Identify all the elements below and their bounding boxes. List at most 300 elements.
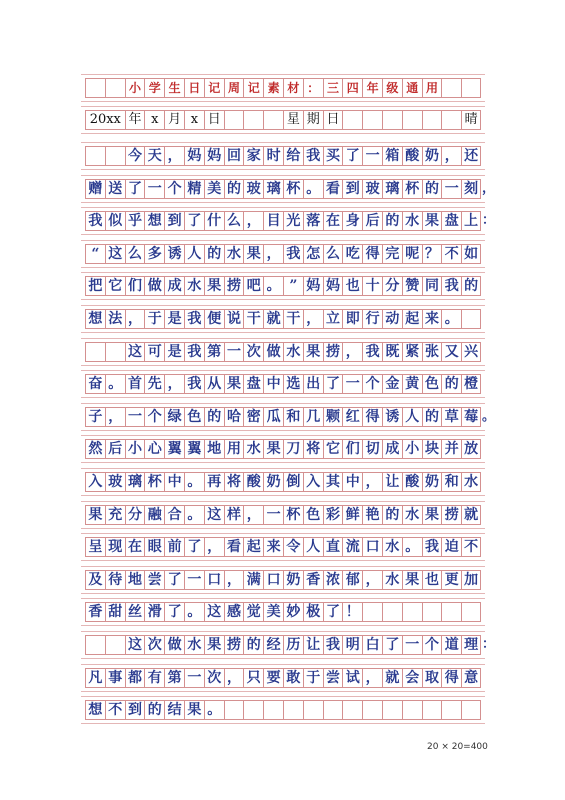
grid-cell-year: 20xx	[85, 111, 125, 129]
grid-cell: 呈	[85, 538, 105, 556]
grid-cell	[441, 701, 461, 719]
grid-cell: 材	[283, 79, 303, 97]
grid-cell: 酸	[402, 473, 422, 491]
grid-cell: 一	[184, 571, 204, 589]
grid-cell: 明	[342, 636, 362, 654]
grid-cell: x	[184, 111, 204, 129]
grid-cell: 我	[283, 245, 303, 263]
grid-cell: ，	[243, 212, 263, 230]
grid-cell: 年	[362, 79, 382, 97]
overflow-char: 。	[482, 408, 496, 424]
grid-cell: “	[85, 245, 105, 263]
grid-cell: 精	[184, 180, 204, 198]
grid-cell: 郁	[342, 571, 362, 589]
grid-cell: 奶	[422, 147, 442, 165]
grid-cell: 的	[461, 277, 481, 295]
grid-cell	[441, 603, 461, 621]
grid-cell: 了	[323, 375, 343, 393]
text-line	[85, 635, 496, 655]
grid-cell: 再	[204, 473, 224, 491]
grid-cell: 水	[283, 343, 303, 361]
grid-cell: 盘	[441, 212, 461, 230]
grid-cell: 绿	[164, 408, 184, 426]
grid-cell: 家	[243, 147, 263, 165]
grid-cell: 果	[422, 212, 442, 230]
grid-cell	[85, 636, 105, 654]
grid-cell: 一	[224, 343, 244, 361]
grid-cell: ：	[303, 79, 323, 97]
grid-total: 20 × 20=400	[427, 742, 488, 752]
grid-cell	[402, 603, 422, 621]
grid-cell: ？	[422, 245, 442, 263]
grid-cell: 身	[342, 212, 362, 230]
grid-cell: 。	[303, 180, 323, 198]
grid-cell	[422, 603, 442, 621]
grid-cell: 它	[105, 277, 125, 295]
grid-cell: 。	[184, 603, 204, 621]
grid-cell: 的	[422, 180, 442, 198]
grid-cell: 第	[204, 343, 224, 361]
grid-cell: 样	[224, 506, 244, 524]
grid-cell: 现	[105, 538, 125, 556]
grid-cell: 让	[303, 636, 323, 654]
grid-cell: ，	[243, 506, 263, 524]
grid-cell: 吧	[243, 277, 263, 295]
grid-cell: 行	[362, 310, 382, 328]
text-line	[85, 668, 481, 688]
grid-cell: 想	[144, 212, 164, 230]
grid-cell: 分	[125, 506, 145, 524]
grid-cell: 们	[342, 440, 362, 458]
grid-cell: 到	[164, 212, 184, 230]
grid-cell: 晴	[461, 111, 481, 129]
grid-cell: 日	[184, 79, 204, 97]
grid-cell: 就	[382, 669, 402, 687]
grid-cell: 尝	[323, 669, 343, 687]
grid-cell: 将	[224, 473, 244, 491]
grid-cell: 水	[461, 473, 481, 491]
grid-cell: 来	[422, 310, 442, 328]
grid-cell: 白	[362, 636, 382, 654]
grid-cell: 然	[85, 440, 105, 458]
grid-cell: 刀	[283, 440, 303, 458]
grid-cell: 。	[184, 506, 204, 524]
grid-cell: 。	[204, 701, 224, 719]
grid-cell: 果	[402, 571, 422, 589]
grid-cell: 四	[342, 79, 362, 97]
grid-cell	[461, 603, 481, 621]
grid-cell: 可	[144, 343, 164, 361]
grid-cell: 给	[283, 147, 303, 165]
grid-cell: 地	[204, 440, 224, 458]
grid-cell: 翼	[184, 440, 204, 458]
grid-cell	[105, 343, 125, 361]
grid-cell	[85, 79, 105, 97]
grid-cell: 历	[283, 636, 303, 654]
grid-cell: 不	[461, 538, 481, 556]
grid-cell: ，	[164, 375, 184, 393]
grid-cell: 感	[224, 603, 244, 621]
grid-cell: 敢	[283, 669, 303, 687]
grid-cell: 酸	[243, 473, 263, 491]
grid-cell	[263, 111, 283, 129]
grid-cell: 得	[441, 669, 461, 687]
grid-cell: 先	[144, 375, 164, 393]
grid-cell: 生	[164, 79, 184, 97]
grid-cell: 美	[263, 603, 283, 621]
grid-cell: 刻	[461, 180, 481, 198]
grid-cell: ，	[204, 538, 224, 556]
grid-cell: 将	[303, 440, 323, 458]
grid-cell: 水	[224, 245, 244, 263]
grid-cell: ，	[224, 669, 244, 687]
grid-cell: 只	[243, 669, 263, 687]
grid-cell: 奶	[422, 473, 442, 491]
grid-cell: 切	[362, 440, 382, 458]
grid-cell: 翼	[164, 440, 184, 458]
grid-cell: 颗	[323, 408, 343, 426]
grid-cell: 口	[362, 538, 382, 556]
text-line	[85, 342, 481, 362]
grid-cell: 呢	[402, 245, 422, 263]
grid-cell: ，	[362, 669, 382, 687]
grid-cell: 回	[224, 147, 244, 165]
grid-cell: 说	[224, 310, 244, 328]
grid-cell: 妈	[184, 147, 204, 165]
grid-cell: 黄	[402, 375, 422, 393]
grid-cell: 得	[362, 245, 382, 263]
grid-cell: 们	[125, 277, 145, 295]
grid-cell: 心	[144, 440, 164, 458]
grid-cell: 日	[323, 111, 343, 129]
grid-cell: 天	[144, 147, 164, 165]
grid-cell: 口	[204, 571, 224, 589]
grid-cell: 星	[283, 111, 303, 129]
grid-cell: 个	[144, 408, 164, 426]
grid-cell: 个	[422, 636, 442, 654]
grid-cell: 来	[263, 538, 283, 556]
grid-cell: 香	[303, 571, 323, 589]
grid-cell: 极	[303, 603, 323, 621]
grid-cell: 时	[263, 147, 283, 165]
grid-cell: 果	[422, 506, 442, 524]
grid-cell: 它	[323, 440, 343, 458]
grid-cell: 妙	[283, 603, 303, 621]
grid-cell: 融	[144, 506, 164, 524]
date-row	[85, 110, 481, 130]
grid-cell: 水	[402, 506, 422, 524]
grid-cell: 我	[441, 277, 461, 295]
grid-cell: 妈	[303, 277, 323, 295]
grid-cell: 倒	[283, 473, 303, 491]
grid-cell: 了	[184, 538, 204, 556]
grid-cell: 月	[164, 111, 184, 129]
grid-cell: 我	[422, 538, 442, 556]
grid-cell	[422, 111, 442, 129]
grid-cell: 吃	[342, 245, 362, 263]
text-line	[85, 472, 481, 492]
grid-cell	[303, 701, 323, 719]
grid-cell	[382, 701, 402, 719]
grid-cell: 及	[85, 571, 105, 589]
grid-cell: 哈	[224, 408, 244, 426]
grid-cell: 于	[303, 669, 323, 687]
grid-cell: 玻	[243, 180, 263, 198]
grid-cell: 合	[164, 506, 184, 524]
grid-cell: 用	[422, 79, 442, 97]
grid-cell: 素	[263, 79, 283, 97]
grid-cell: 试	[342, 669, 362, 687]
grid-cell	[243, 111, 263, 129]
grid-cell: 果	[184, 701, 204, 719]
grid-cell: ”	[283, 277, 303, 295]
grid-cell: 色	[422, 375, 442, 393]
grid-cell: 尝	[144, 571, 164, 589]
text-line	[85, 244, 481, 264]
grid-cell: ，	[263, 245, 283, 263]
grid-cell: 入	[85, 473, 105, 491]
grid-cell: 人	[184, 245, 204, 263]
title-row	[85, 78, 481, 98]
grid-cell	[105, 147, 125, 165]
grid-cell: 经	[263, 636, 283, 654]
grid-cell: 甜	[105, 603, 125, 621]
grid-cell: 第	[164, 669, 184, 687]
grid-cell: 人	[303, 538, 323, 556]
grid-cell: 果	[224, 375, 244, 393]
grid-cell: 买	[323, 147, 343, 165]
grid-cell: 我	[362, 343, 382, 361]
grid-cell: 一	[125, 408, 145, 426]
grid-cell: 果	[85, 506, 105, 524]
grid-cell: 小	[402, 440, 422, 458]
grid-cell: 直	[323, 538, 343, 556]
grid-cell: 并	[441, 440, 461, 458]
grid-cell: 的	[204, 408, 224, 426]
grid-cell: 诱	[164, 245, 184, 263]
grid-cell: 。	[263, 277, 283, 295]
grid-cell: 人	[402, 408, 422, 426]
grid-cell: 我	[184, 310, 204, 328]
grid-cell	[461, 79, 481, 97]
grid-cell: 的	[144, 701, 164, 719]
grid-cell	[323, 701, 343, 719]
grid-cell: 么	[125, 245, 145, 263]
grid-cell: 水	[184, 277, 204, 295]
grid-cell: 成	[382, 440, 402, 458]
text-line	[85, 537, 481, 557]
grid-cell: 通	[402, 79, 422, 97]
grid-cell: 怎	[303, 245, 323, 263]
grid-cell: 几	[303, 408, 323, 426]
grid-cell: 次	[204, 669, 224, 687]
grid-cell: 么	[224, 212, 244, 230]
grid-cell: 迫	[441, 538, 461, 556]
grid-cell: 的	[382, 212, 402, 230]
grid-cell: 的	[243, 636, 263, 654]
grid-cell: 理	[461, 636, 481, 654]
grid-cell: 今	[125, 147, 145, 165]
grid-cell: 什	[204, 212, 224, 230]
grid-cell: 美	[204, 180, 224, 198]
grid-cell: 杯	[283, 180, 303, 198]
grid-cell: 意	[461, 669, 481, 687]
grid-cell: 口	[263, 571, 283, 589]
grid-cell: 了	[342, 147, 362, 165]
grid-cell: 也	[342, 277, 362, 295]
grid-cell: 前	[164, 538, 184, 556]
grid-cell: 不	[441, 245, 461, 263]
grid-cell: 。	[184, 473, 204, 491]
grid-cell: 奶	[263, 473, 283, 491]
grid-cell: 金	[382, 375, 402, 393]
text-line	[85, 146, 481, 166]
grid-cell: 红	[342, 408, 362, 426]
grid-cell: 奶	[283, 571, 303, 589]
grid-cell: 就	[263, 310, 283, 328]
grid-cell: 次	[144, 636, 164, 654]
grid-cell: 乎	[125, 212, 145, 230]
grid-cell: 一	[263, 506, 283, 524]
grid-cell	[283, 701, 303, 719]
grid-cell: 是	[164, 310, 184, 328]
grid-cell: 满	[243, 571, 263, 589]
grid-cell: 的	[382, 506, 402, 524]
grid-cell: 鲜	[342, 506, 362, 524]
grid-cell: 我	[323, 636, 343, 654]
grid-cell: 小	[125, 440, 145, 458]
grid-cell	[105, 636, 125, 654]
grid-cell: 水	[402, 212, 422, 230]
grid-cell: 的	[422, 408, 442, 426]
grid-cell: 看	[323, 180, 343, 198]
grid-cell: 送	[105, 180, 125, 198]
grid-cell: 个	[164, 180, 184, 198]
grid-cell	[382, 111, 402, 129]
grid-cell: 似	[105, 212, 125, 230]
grid-cell: 记	[204, 79, 224, 97]
grid-cell: 周	[224, 79, 244, 97]
grid-cell: 干	[283, 310, 303, 328]
grid-cell: 法	[105, 310, 125, 328]
grid-cell: 果	[243, 245, 263, 263]
text-line	[85, 407, 496, 427]
grid-cell	[402, 111, 422, 129]
grid-cell: 后	[362, 212, 382, 230]
grid-cell: 选	[283, 375, 303, 393]
text-line	[85, 700, 481, 720]
grid-cell: 我	[184, 375, 204, 393]
grid-cell: 我	[85, 212, 105, 230]
grid-cell: 学	[144, 79, 164, 97]
grid-cell: 了	[323, 603, 343, 621]
grid-cell: 艳	[362, 506, 382, 524]
grid-cell: 果	[263, 440, 283, 458]
grid-cell: 于	[144, 310, 164, 328]
grid-cell	[85, 147, 105, 165]
grid-cell: 同	[422, 277, 442, 295]
grid-cell: 的	[204, 245, 224, 263]
text-line	[85, 374, 481, 394]
grid-cell	[362, 111, 382, 129]
grid-cell: 事	[105, 669, 125, 687]
grid-cell: 水	[243, 440, 263, 458]
grid-cell: 我	[303, 147, 323, 165]
grid-cell	[362, 701, 382, 719]
overflow-char: ，	[482, 180, 496, 196]
grid-cell: 起	[243, 538, 263, 556]
grid-cell: 捞	[224, 636, 244, 654]
text-line	[85, 505, 481, 525]
grid-cell: 了	[184, 212, 204, 230]
grid-cell: ，	[125, 310, 145, 328]
grid-cell: ，	[224, 571, 244, 589]
grid-cell: ，	[164, 147, 184, 165]
grid-cell: 这	[204, 506, 224, 524]
grid-cell: 水	[184, 636, 204, 654]
grid-cell: 放	[461, 440, 481, 458]
grid-cell: 个	[362, 375, 382, 393]
grid-cell: 动	[382, 310, 402, 328]
grid-cell: 即	[342, 310, 362, 328]
grid-cell: 中	[342, 473, 362, 491]
grid-cell: 让	[382, 473, 402, 491]
grid-cell: 杯	[402, 180, 422, 198]
grid-cell: 到	[125, 701, 145, 719]
grid-cell: 滑	[144, 603, 164, 621]
grid-cell: 张	[422, 343, 442, 361]
grid-cell: 后	[105, 440, 125, 458]
grid-cell: 首	[125, 375, 145, 393]
grid-cell: ，	[342, 343, 362, 361]
grid-cell: 璃	[382, 180, 402, 198]
grid-cell: 如	[461, 245, 481, 263]
grid-cell: 草	[441, 408, 461, 426]
text-line	[85, 439, 481, 459]
grid-cell: 一	[362, 147, 382, 165]
grid-cell: 既	[382, 343, 402, 361]
grid-cell: 都	[125, 669, 145, 687]
grid-cell: 年	[125, 111, 145, 129]
grid-cell: 这	[105, 245, 125, 263]
grid-cell: 我	[184, 343, 204, 361]
grid-cell: 记	[243, 79, 263, 97]
grid-cell: 要	[263, 669, 283, 687]
grid-cell: 诱	[382, 408, 402, 426]
grid-cell: 是	[164, 343, 184, 361]
grid-cell: 和	[441, 473, 461, 491]
grid-cell: ，	[105, 408, 125, 426]
grid-cell: 这	[125, 636, 145, 654]
grid-cell: 璃	[125, 473, 145, 491]
grid-cell	[461, 310, 481, 328]
grid-cell	[441, 111, 461, 129]
grid-cell: 了	[125, 180, 145, 198]
grid-cell: 做	[164, 636, 184, 654]
grid-cell: 橙	[461, 375, 481, 393]
grid-cell: 的	[441, 375, 461, 393]
grid-cell: 。	[402, 538, 422, 556]
grid-cell: 一	[402, 636, 422, 654]
grid-cell	[263, 701, 283, 719]
grid-cell: 得	[362, 408, 382, 426]
grid-cell: 璃	[263, 180, 283, 198]
grid-cell: 。	[105, 375, 125, 393]
grid-cell: 一	[144, 180, 164, 198]
grid-cell	[342, 111, 362, 129]
grid-cell: 奋	[85, 375, 105, 393]
grid-cell: 在	[125, 538, 145, 556]
